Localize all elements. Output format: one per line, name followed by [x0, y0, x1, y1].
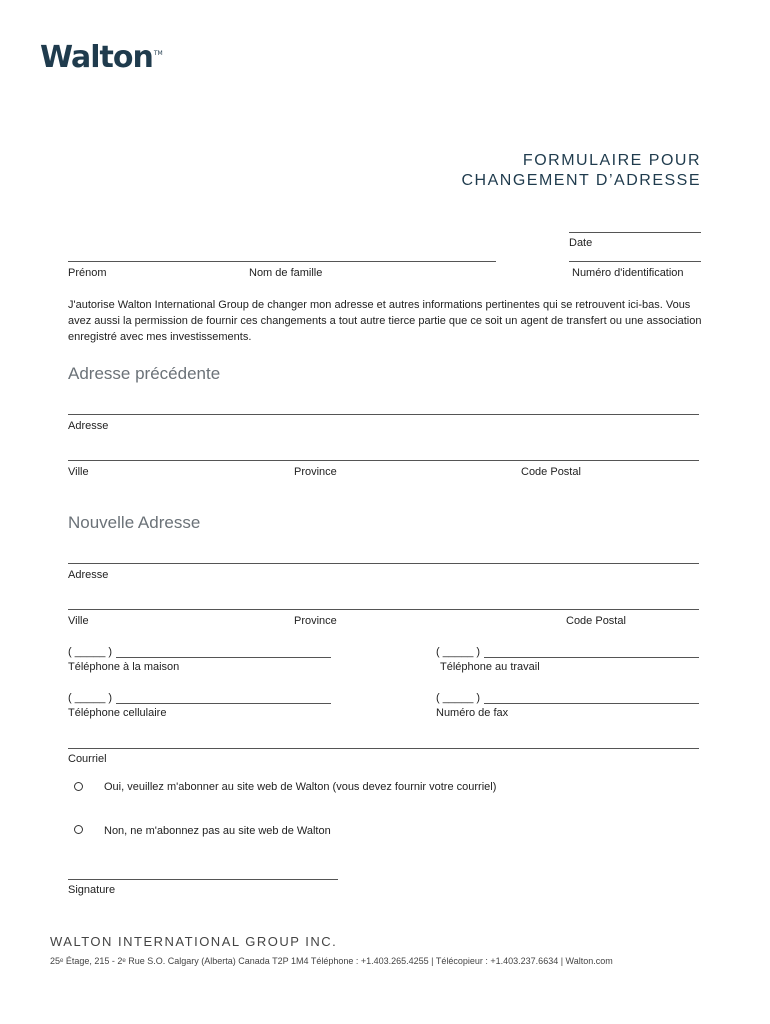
- signature-label: Signature: [68, 884, 116, 896]
- email-line[interactable]: [68, 748, 699, 749]
- walton-logo: Walton™: [40, 40, 163, 75]
- cell-phone-line[interactable]: [116, 703, 331, 704]
- date-field-line[interactable]: [569, 232, 701, 233]
- previous-city-line[interactable]: [68, 460, 699, 461]
- previous-city-label: Ville: [68, 466, 89, 478]
- previous-address-label: Adresse: [68, 420, 109, 432]
- name-field-line[interactable]: [68, 261, 496, 262]
- prenom-label: Prénom: [68, 267, 107, 279]
- subscribe-yes-label: Oui, veuillez m'abonner au site web de Walton (vous devez fournir votre courriel): [104, 781, 497, 793]
- footer-address: 25ᵉ Étage, 215 - 2ᵉ Rue S.O. Calgary (Alberta) Canada T2P 1M4 Téléphone : +1.403.265.4255 | Télécopieur : +1.403.237.6634 | Walton.com: [50, 956, 613, 966]
- work-phone-line[interactable]: [484, 657, 699, 658]
- form-title-line-2: CHANGEMENT D’ADRESSE: [461, 172, 701, 189]
- cell-area-code: ( _____ ): [68, 692, 113, 704]
- id-field-line[interactable]: [569, 261, 701, 262]
- id-label: Numéro d'identification: [572, 267, 684, 279]
- previous-postal-label: Code Postal: [521, 466, 581, 478]
- form-title-line-1: FORMULAIRE POUR: [522, 152, 701, 169]
- home-phone-line[interactable]: [116, 657, 331, 658]
- home-phone-label: Téléphone à la maison: [68, 661, 180, 673]
- new-address-heading: Nouvelle Adresse: [68, 513, 201, 532]
- new-address-line[interactable]: [68, 563, 699, 564]
- work-phone-label: Téléphone au travail: [440, 661, 540, 673]
- home-area-code: ( _____ ): [68, 646, 113, 658]
- new-province-label: Province: [294, 615, 337, 627]
- new-city-label: Ville: [68, 615, 89, 627]
- previous-address-heading: Adresse précédente: [68, 364, 221, 383]
- footer-company: WALTON INTERNATIONAL GROUP INC.: [50, 934, 338, 949]
- nom-label: Nom de famille: [249, 267, 323, 279]
- work-area-code: ( _____ ): [436, 646, 481, 658]
- date-label: Date: [569, 237, 593, 249]
- previous-address-line[interactable]: [68, 414, 699, 415]
- new-address-label: Adresse: [68, 569, 109, 581]
- new-city-line[interactable]: [68, 609, 699, 610]
- authorization-text: J'autorise Walton International Group de changer mon adresse et autres informations pertinentes qui se retrouvent ici-bas. Vous avez aussi la permission de fournir ces changements a tout autre tierce partie que ce soit un agent de transfert ou une association enregistré avec mes investissements.: [68, 299, 702, 343]
- cell-phone-label: Téléphone cellulaire: [68, 707, 167, 719]
- email-label: Courriel: [68, 753, 107, 765]
- subscribe-yes-radio[interactable]: [74, 782, 83, 791]
- subscribe-no-radio[interactable]: [74, 825, 83, 834]
- new-postal-label: Code Postal: [566, 615, 626, 627]
- fax-area-code: ( _____ ): [436, 692, 481, 704]
- fax-label: Numéro de fax: [436, 707, 509, 719]
- signature-line[interactable]: [68, 879, 338, 880]
- fax-line[interactable]: [484, 703, 699, 704]
- subscribe-no-label: Non, ne m'abonnez pas au site web de Walton: [104, 825, 331, 837]
- previous-province-label: Province: [294, 466, 337, 478]
